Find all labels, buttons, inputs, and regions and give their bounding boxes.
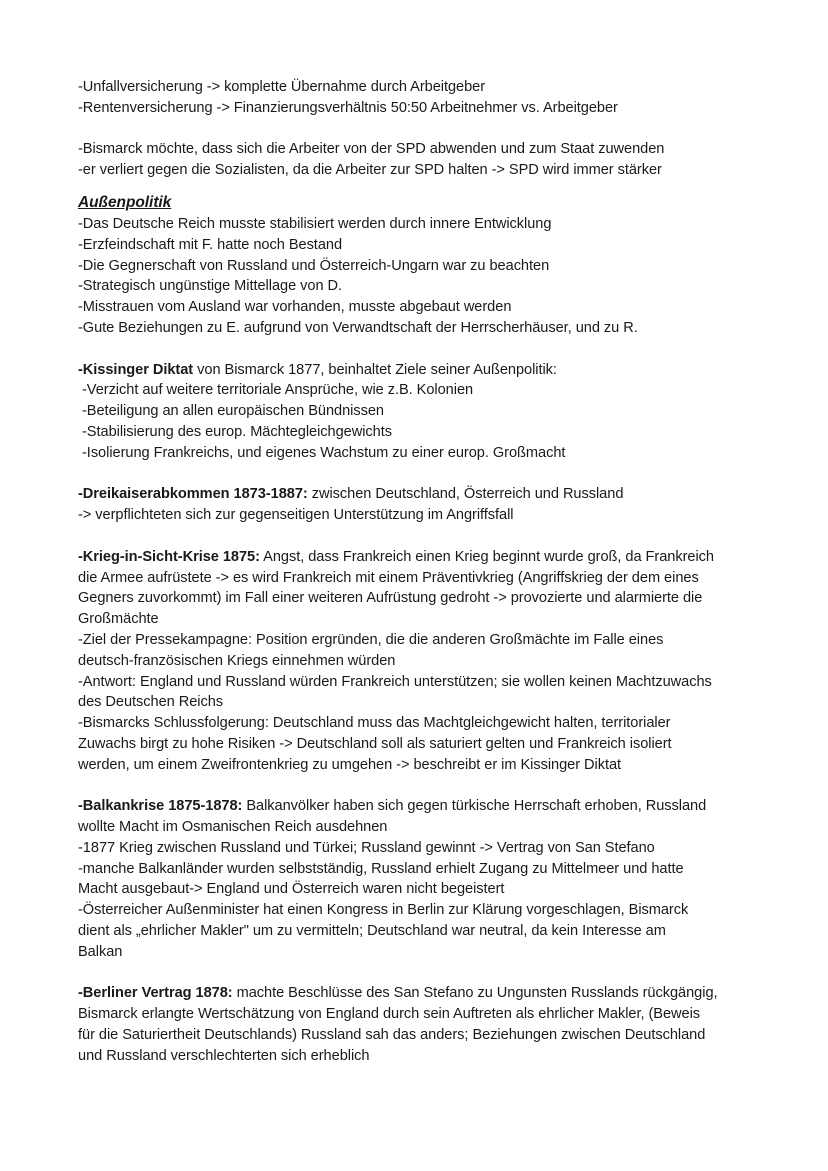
- text-line: -manche Balkanländer wurden selbstständig, Russland erhielt Zugang zu Mittelmeer und hatte: [78, 860, 684, 877]
- text-span: Angst, dass Frankreich einen Krieg beginnt wurde groß, da Frankreich: [259, 548, 714, 565]
- list-item: -Beteiligung an allen europäischen Bündnissen: [82, 403, 385, 420]
- text-line: Zuwachs birgt zu hohe Risiken -> Deutschland soll als saturiert gelten und Frankreich isoliert: [78, 735, 672, 752]
- text-line: die Armee aufrüstete -> es wird Frankreich mit einem Präventivkrieg (Angriffskrieg der dem eines: [78, 569, 699, 586]
- term-label: -Dreikaiserabkommen 1873-1887:: [78, 486, 308, 503]
- text-line: -> verpflichteten sich zur gegenseitigen Unterstützung im Angriffsfall: [78, 507, 514, 524]
- text-line: -Ziel der Pressekampagne: Position ergründen, die die anderen Großmächte im Falle eines: [78, 631, 664, 648]
- paragraph-lead: [78, 484, 778, 505]
- text-line: für die Saturiertheit Deutschlands) Russland sah das anders; Beziehungen zwischen Deutschland: [78, 1027, 706, 1044]
- text-line: -Unfallversicherung -> komplette Übernahme durch Arbeitgeber: [78, 79, 486, 95]
- text-line: wollte Macht im Osmanischen Reich ausdehnen: [78, 819, 388, 836]
- text-span: von Bismarck 1877, beinhaltet Ziele seiner Außenpolitik:: [193, 361, 557, 378]
- text-line: Macht ausgebaut-> England und Österreich waren nicht begeistert: [78, 881, 505, 898]
- text-line: und Russland verschlechterten sich erheblich: [78, 1047, 370, 1064]
- term-label: -Balkankrise 1875-1878:: [78, 798, 243, 815]
- text-line: dient als „ehrlicher Makler" um zu vermitteln; Deutschland war neutral, da kein Interesse am: [78, 923, 666, 940]
- text-line: -Misstrauen vom Ausland war vorhanden, musste abgebaut werden: [78, 299, 512, 316]
- text-line: -Das Deutsche Reich musste stabilisiert werden durch innere Entwicklung: [78, 215, 552, 232]
- text-line: Gegners zuvorkommt) im Fall einer weiteren Aufrüstung gedroht -> provozierte und alarmierte die: [78, 590, 703, 607]
- text-line: -1877 Krieg zwischen Russland und Türkei; Russland gewinnt -> Vertrag von San Stefano: [78, 839, 655, 856]
- text-line: -Strategisch ungünstige Mittellage von D.: [78, 278, 343, 295]
- text-line: Bismarck erlangte Wertschätzung von England durch sein Auftreten als ehrlicher Makler, (Beweis: [78, 1006, 701, 1023]
- text-line: -Die Gegnerschaft von Russland und Österreich-Ungarn war zu beachten: [78, 257, 550, 274]
- text-line: des Deutschen Reichs: [78, 694, 224, 711]
- text-line: -Bismarcks Schlussfolgerung: Deutschland muss das Machtgleichgewicht halten, territorialer: [78, 715, 671, 732]
- text-line: werden, um einem Zweifrontenkrieg zu umgehen -> beschreibt er im Kissinger Diktat: [78, 756, 622, 773]
- text-line: -Gute Beziehungen zu E. aufgrund von Verwandtschaft der Herrscherhäuser, und zu R.: [78, 319, 638, 336]
- term-label: -Kissinger Diktat: [78, 361, 194, 378]
- term-label: -Krieg-in-Sicht-Krise 1875:: [78, 548, 260, 565]
- text-line: -Österreicher Außenminister hat einen Kongress in Berlin zur Klärung vorgeschlagen, Bismarck: [78, 902, 689, 919]
- term-label: -Berliner Vertrag 1878:: [78, 985, 233, 1002]
- text-span: machte Beschlüsse des San Stefano zu Ungunsten Russlands rückgängig,: [232, 985, 718, 1002]
- text-line: -Antwort: England und Russland würden Frankreich unterstützen; sie wollen keinen Machtzuwachs: [78, 673, 712, 690]
- paragraph-lead: [78, 547, 778, 568]
- text-line: -er verliert gegen die Sozialisten, da die Arbeiter zur SPD halten -> SPD wird immer stärker: [78, 162, 662, 179]
- text-span: zwischen Deutschland, Österreich und Russland: [307, 486, 624, 503]
- text-line: -Bismarck möchte, dass sich die Arbeiter von der SPD abwenden und zum Staat zuwenden: [78, 141, 665, 158]
- section-heading: Außenpolitik: [78, 193, 172, 211]
- document-body: [78, 77, 778, 1067]
- paragraph-lead: [78, 360, 778, 381]
- text-line: -Erzfeindschaft mit F. hatte noch Bestand: [78, 236, 343, 253]
- text-line: -Rentenversicherung -> Finanzierungsverhältnis 50:50 Arbeitnehmer vs. Arbeitgeber: [78, 99, 618, 116]
- text-line: deutsch-französischen Kriegs einnehmen würden: [78, 652, 396, 669]
- text-span: Balkanvölker haben sich gegen türkische Herrschaft erhoben, Russland: [242, 798, 707, 815]
- list-item: -Stabilisierung des europ. Mächtegleichgewichts: [82, 423, 392, 440]
- list-item: -Isolierung Frankreichs, und eigenes Wachstum zu einer europ. Großmacht: [82, 444, 566, 461]
- paragraph-lead: [78, 983, 778, 1004]
- list-item: -Verzicht auf weitere territoriale Ansprüche, wie z.B. Kolonien: [82, 382, 474, 399]
- text-line: Balkan: [78, 943, 123, 960]
- text-line: Großmächte: [78, 611, 159, 628]
- paragraph-lead: [78, 796, 778, 817]
